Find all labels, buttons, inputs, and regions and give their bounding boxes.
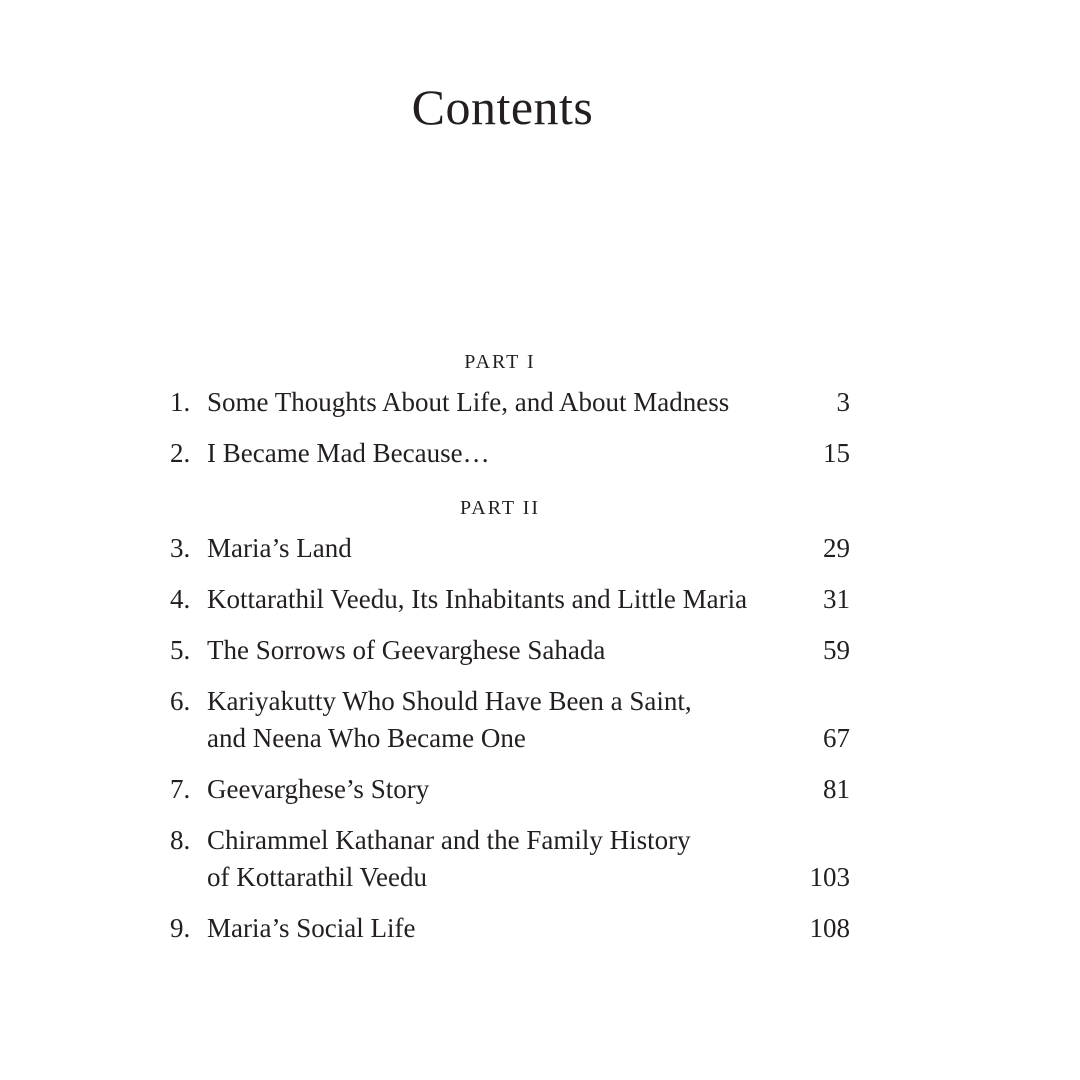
chapter-title-line: Kariyakutty Who Should Have Been a Saint, xyxy=(207,686,692,716)
page-number: 3 xyxy=(836,387,850,417)
chapter-title-line: Chirammel Kathanar and the Family History xyxy=(207,825,691,855)
chapter-number: 5. xyxy=(170,635,191,665)
chapter-title-line: Kottarathil Veedu, Its Inhabitants and Little Maria xyxy=(207,584,748,614)
chapter-title xyxy=(207,632,770,669)
chapter-title xyxy=(207,683,770,757)
chapter-number: 1. xyxy=(170,387,191,417)
chapter-number: 3. xyxy=(170,533,191,563)
table-of-contents xyxy=(170,340,850,961)
page-number: 31 xyxy=(823,584,850,614)
toc-entry[interactable] xyxy=(170,910,850,947)
chapter-title xyxy=(207,581,770,618)
chapter-title xyxy=(207,771,770,808)
chapter-title-line: Some Thoughts About Life, and About Madness xyxy=(207,387,730,417)
chapter-number: 2. xyxy=(170,438,191,468)
page-title: Contents xyxy=(411,79,594,135)
chapter-number: 8. xyxy=(170,825,191,855)
part-heading: PART I xyxy=(464,351,536,373)
chapter-title xyxy=(207,822,770,896)
toc-entry[interactable] xyxy=(170,581,850,618)
toc-entry[interactable] xyxy=(170,632,850,669)
chapter-title xyxy=(207,530,770,567)
toc-entry[interactable] xyxy=(170,435,850,472)
toc-entry[interactable] xyxy=(170,384,850,421)
chapter-title-line: and Neena Who Became One xyxy=(207,723,526,753)
chapter-title-line: The Sorrows of Geevarghese Sahada xyxy=(207,635,606,665)
toc-entry[interactable] xyxy=(170,530,850,567)
chapter-title-line: Geevarghese’s Story xyxy=(207,774,430,804)
chapter-title-line: I Became Mad Because… xyxy=(207,438,490,468)
part-heading: PART II xyxy=(459,497,541,519)
page-number: 29 xyxy=(823,533,850,563)
chapter-title xyxy=(207,384,770,421)
toc-entry[interactable] xyxy=(170,683,850,757)
chapter-number: 7. xyxy=(170,774,191,804)
page-number: 81 xyxy=(823,774,850,804)
chapter-number: 4. xyxy=(170,584,191,614)
chapter-title-line: Maria’s Land xyxy=(207,533,352,563)
toc-entry[interactable] xyxy=(170,822,850,896)
page-number: 59 xyxy=(823,635,850,665)
page-number: 67 xyxy=(823,723,850,753)
chapter-title-line: of Kottarathil Veedu xyxy=(207,862,427,892)
chapter-number: 6. xyxy=(170,686,191,716)
chapter-title-line: Maria’s Social Life xyxy=(207,913,416,943)
page-number: 108 xyxy=(809,913,850,943)
toc-entry[interactable] xyxy=(170,771,850,808)
page-number: 103 xyxy=(809,862,850,892)
page-number: 15 xyxy=(823,438,850,468)
chapter-title xyxy=(207,910,770,947)
chapter-title xyxy=(207,435,770,472)
chapter-number: 9. xyxy=(170,913,191,943)
